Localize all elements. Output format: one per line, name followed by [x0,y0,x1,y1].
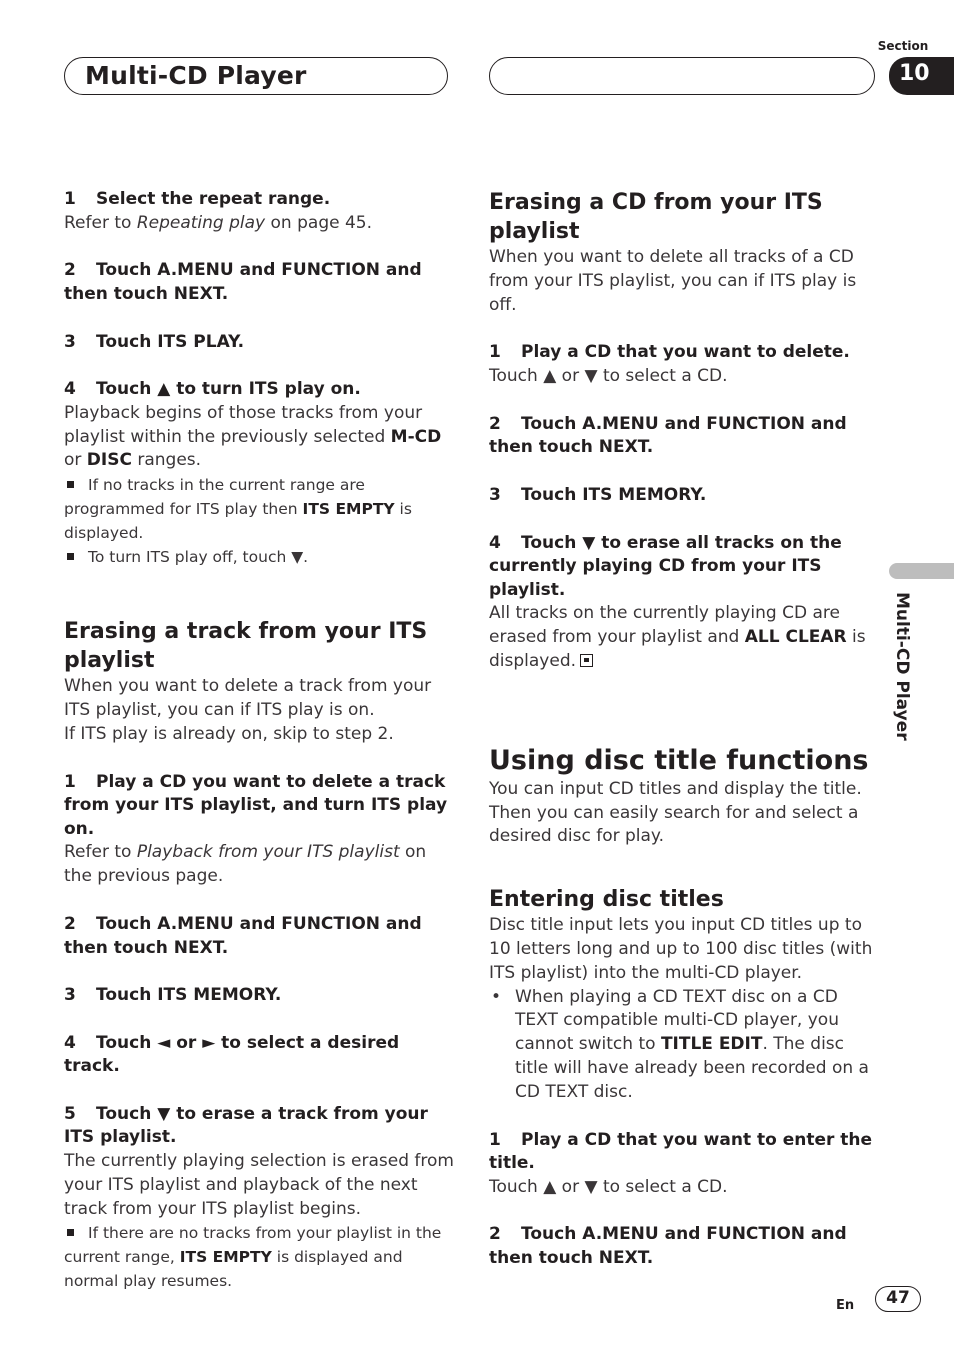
step-heading: 2 Touch A.MENU and FUNCTION and then touch NEXT. [64,260,422,304]
step-body: The currently playing selection is erased from your ITS playlist and playback of the next track from your ITS playlist begins. [64,1151,454,1219]
intro-text: When you want to delete a track from your ITS playlist, you can if ITS play is on. [64,676,432,720]
intro-text: If ITS play is already on, skip to step 2. [64,723,394,744]
step-heading: 4 Touch ▼ to erase all tracks on the currently playing CD from your ITS playlist. [489,532,842,600]
section-number: 10 [889,57,954,95]
step-heading: 3 Touch ITS MEMORY. [64,985,282,1006]
header-right-box [489,57,875,95]
step-heading: 4 Touch ▲ to turn ITS play on. [64,379,361,400]
intro-text: You can input CD titles and display the title. Then you can easily search for and select a desired disc for play. [489,778,862,847]
subsection-heading: Erasing a CD from your ITS playlist [489,190,823,244]
square-bullet-icon [67,553,74,560]
step-heading: 2 Touch A.MENU and FUNCTION and then touch NEXT. [64,913,422,958]
intro-text: Disc title input lets you input CD titles up to 10 letters long and up to 100 disc titles (with ITS playlist) into the multi-CD player. [489,915,873,983]
step-heading: 4 Touch ◄ or ► to select a desired track. [64,1032,400,1077]
bullet-item: • When playing a CD TEXT disc on a CD TEXT compatible multi-CD player, you cannot switch to TITLE EDIT. The disc title will have already been recorded on a CD TEXT disc. [489,986,879,1105]
language-label: En [836,1298,855,1313]
step-body: Playback begins of those tracks from your playlist within the previously selected M-CD or DISC ranges. [64,402,442,471]
side-tab-label: Multi-CD Player [892,592,912,741]
step-heading: 2 Touch A.MENU and FUNCTION and then touch NEXT. [489,1224,847,1269]
square-bullet-icon [67,1229,74,1236]
subsection-heading: Entering disc titles [489,887,724,913]
subsection-heading: Erasing a track from your ITS playlist [64,619,428,674]
step-heading: 1 Play a CD that you want to delete. [489,342,850,363]
side-tab-marker [889,563,954,579]
step-heading: 3 Touch ITS MEMORY. [489,484,707,505]
step-body: Touch ▲ or ▼ to select a CD. [489,1176,728,1197]
left-column [64,188,454,1293]
step-heading: 3 Touch ITS PLAY. [64,331,245,352]
step-heading: 1 Select the repeat range. [64,189,331,209]
step-body: All tracks on the currently playing CD are erased from your playlist and ALL CLEAR is displayed. [489,603,866,671]
step-body: Refer to Playback from your ITS playlist on the previous page. [64,842,427,887]
note: To turn ITS play off, touch ▼. [64,545,454,569]
page-title: Multi-CD Player [85,61,307,90]
end-mark-icon [580,654,593,667]
step-heading: 1 Play a CD that you want to enter the title. [489,1129,873,1174]
right-column [489,188,879,1271]
intro-text: When you want to delete all tracks of a CD from your ITS playlist, you can if ITS play is off. [489,247,857,315]
step-heading: 5 Touch ▼ to erase a track from your ITS playlist. [64,1103,428,1148]
section-heading: Using disc title functions [489,744,869,776]
header-title-box [64,57,448,95]
note: If there are no tracks from your playlist in the current range, ITS EMPTY is displayed and normal play resumes. [64,1224,442,1291]
step-heading: 1 Play a CD you want to delete a track from your ITS playlist, and turn ITS play on. [64,771,448,839]
note: If no tracks in the current range are programmed for ITS play then ITS EMPTY is displayed. [64,476,412,543]
step-body: Refer to Repeating play on page 45. [64,212,373,233]
section-label: Section [877,39,929,53]
step-body: Touch ▲ or ▼ to select a CD. [489,365,728,386]
square-bullet-icon [67,481,74,488]
step-heading: 2 Touch A.MENU and FUNCTION and then touch NEXT. [489,413,847,458]
page-number: 47 [875,1286,921,1312]
